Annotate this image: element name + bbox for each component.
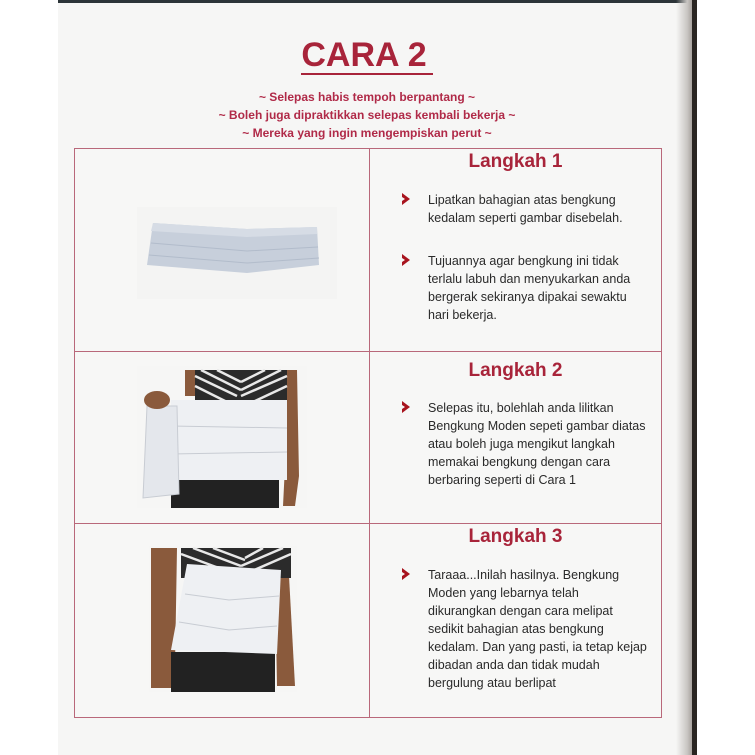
step-image-cell (75, 524, 370, 717)
step-title: Langkah 3 (468, 526, 563, 547)
chevron-right-icon (400, 567, 412, 581)
step-bullet (400, 252, 650, 324)
chevron-right-icon (400, 400, 412, 414)
bullet-text: Lipatkan bahagian atas bengkung kedalam seperti gambar disebelah. (428, 193, 623, 225)
step-bullet (400, 399, 650, 489)
chevron-right-icon (400, 192, 412, 206)
wrapping-belt-photo (137, 366, 307, 508)
folded-belt-photo (137, 207, 337, 299)
step-row-2 (75, 352, 661, 524)
step-text-cell (370, 352, 661, 523)
step-bullet (400, 191, 650, 227)
step-title: Langkah 2 (468, 360, 563, 381)
step-row-3 (75, 524, 661, 717)
page-title (0, 36, 734, 75)
step-bullet (400, 566, 650, 692)
worn-belt-photo (149, 546, 297, 692)
subtitle-line: ~ Mereka yang ingin mengempiskan perut ~ (242, 126, 492, 140)
chevron-right-icon (400, 253, 412, 267)
step-title: Langkah 1 (468, 151, 563, 172)
step-text-cell (370, 149, 661, 351)
bullet-text: Selepas itu, bolehlah anda lilitkan Bengkung Moden sepeti gambar diatas atau boleh juga mengikut langkah memakai bengkung dengan cara berbaring seperti di Cara 1 (428, 401, 646, 487)
step-row-1 (75, 149, 661, 352)
step-image-cell (75, 352, 370, 523)
subtitle-line: ~ Selepas habis tempoh berpantang ~ (258, 90, 476, 104)
bullet-text: Tujuannya agar bengkung ini tidak terlalu labuh dan menyukarkan anda bergerak sekiranya dipakai sewaktu hari bekerja. (428, 254, 631, 322)
steps-table (74, 148, 662, 718)
page-title-text: CARA 2 (301, 38, 432, 75)
step-image-cell (75, 149, 370, 351)
subtitle-block (0, 88, 734, 142)
bullet-text: Taraaa...Inilah hasilnya. Bengkung Moden yang lebarnya telah dikurangkan dengan cara melipat sedikit bahagian atas bengkung kedalam. Dan yang pasti, ia tetap kejap dibadan anda dan tidak mudah bergulung atau berlipat (428, 568, 647, 690)
subtitle-line: ~ Boleh juga dipraktikkan selepas kembali bekerja ~ (218, 108, 516, 122)
step-text-cell (370, 524, 661, 717)
